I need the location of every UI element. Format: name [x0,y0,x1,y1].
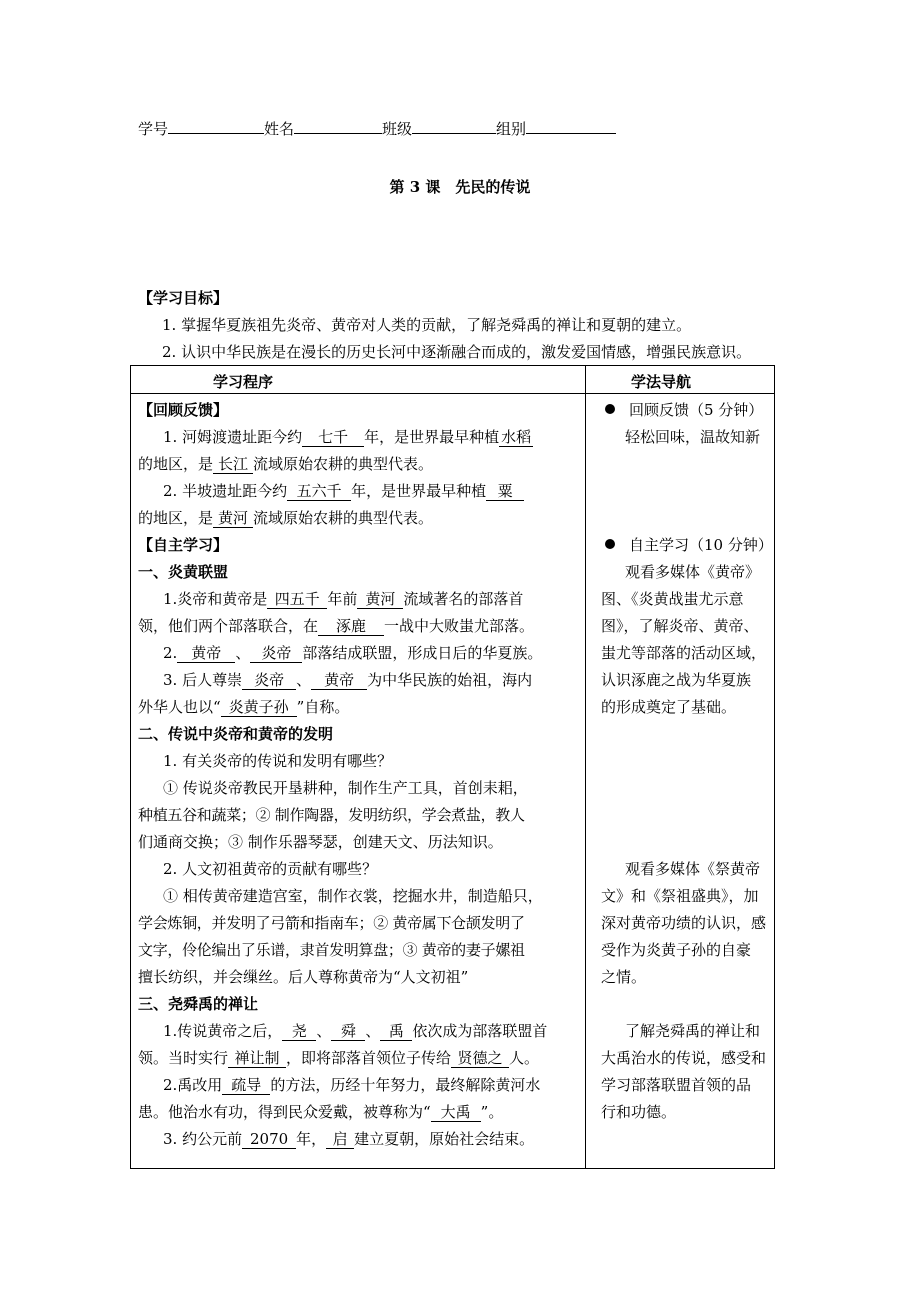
answer-blank: 黄河 [357,591,403,609]
guide-self-line: 图》，了解炎帝、黄帝、 [601,617,759,635]
guide-media-line: 观看多媒体《祭黄帝 [625,860,761,878]
s3-q1-line1: 1.传说黄帝之后， 尧 、 舜 、 禹 依次成为部落联盟首 [163,1022,548,1040]
guide-shanrang-line: 行和功德。 [601,1103,677,1121]
s1-q3-line2: 外华人也以“ 炎黄子孙 ”自称。 [138,698,350,716]
s1-q1-line2: 领，他们两个部落联合，在 涿鹿 一战中大败蚩尤部落。 [138,617,535,635]
s3-q1-line2: 领。当时实行 禅让制 ，即将部落首领位子传给 贤德之 人。 [138,1049,540,1067]
study-table [130,365,775,1169]
s3-q2-line1: 2.禹改用 疏导 的方法，历经十年努力，最终解除黄河水 [163,1076,541,1094]
header-divider [131,393,774,394]
answer-blank: 水稻 [501,428,532,446]
guide-shanrang-line: 大禹治水的传说，感受和 [601,1049,767,1067]
answer-blank: 禅让制 [228,1050,286,1068]
answer-blank: 黄帝 [177,645,235,663]
s2-q2: 2. 人文初祖黄帝的贡献有哪些？ [163,860,378,878]
answer-blank: 尧 [282,1023,316,1041]
review-q2-line1: 2. 半坡遗址距今约 五六千 年，是世界最早种植 粟 [163,483,524,501]
guide-media-line: 文》和《祭祖盛典》，加 [601,887,759,905]
group-blank[interactable] [526,118,616,134]
self-study-heading: 【自主学习】 [138,536,229,554]
section-title-yanhuang: 一、炎黄联盟 [138,563,229,581]
answer-blank: 禹 [380,1023,412,1041]
s2-a1-line: 种植五谷和蔬菜；② 制作陶器，发明纺织，学会煮盐，教人 [138,806,525,824]
guide-self-line: 图、《炎黄战蚩尤示意 [601,590,744,608]
guide-self-line: 认识涿鹿之战为华夏族 [601,671,752,689]
guide-self-line: 的形成奠定了基础。 [601,698,737,716]
section-title-inventions: 二、传说中炎帝和黄帝的发明 [138,725,334,743]
s1-q3-line1: 3. 后人尊崇 炎帝 、 黄帝 为中华民族的始祖，海内 [163,671,533,689]
answer-blank: 2070 [242,1131,296,1149]
s2-a1-line: ① 传说炎帝教民开垦耕种，制作生产工具，首创耒耜， [163,779,528,797]
answer-blank: 黄帝 [311,672,367,690]
guide-media-line: 之情。 [601,968,647,986]
answer-blank: 大禹 [431,1104,481,1122]
column-divider [585,366,586,1168]
review-q1-line1: 1. 河姆渡遗址距今约 七千 年，是世界最早种植 水稻 [163,428,532,446]
objective-item: 2. 认识中华民族是在漫长的历史长河中逐渐融合而成的，激发爱国情感，增强民族意识。 [162,343,752,361]
guide-review-text: 轻松回味，温故知新 [625,428,761,446]
s2-a2-line: 擅长纺织，并会缫丝。后人尊称黄帝为“人文初祖” [138,968,469,986]
guide-self-line: 观看多媒体《黄帝》 [625,563,761,581]
review-q1-line2: 的地区，是 长江 流域原始农耕的典型代表。 [138,455,434,473]
answer-blank: 炎帝 [242,672,296,690]
s2-a2-line: 文字，伶伦编出了乐谱，隶首发明算盘；③ 黄帝的妻子嫘祖 [138,941,525,959]
lesson-title: 第 3 课 先民的传说 [389,178,531,196]
name-blank[interactable] [294,118,382,134]
s2-a2-line: ① 相传黄帝建造宫室，制作衣裳，挖掘水井，制造船只， [163,887,543,905]
section-title-shanrang: 三、尧舜禹的禅让 [138,995,259,1013]
s3-q2-line2: 患。他治水有功，得到民众爱戴，被尊称为“ 大禹 ”。 [138,1103,504,1121]
guide-self-line: 蚩尤等部落的活动区域， [601,644,767,662]
objective-item: 1. 掌握华夏族祖先炎帝、黄帝对人类的贡献，了解尧舜禹的禅让和夏朝的建立。 [162,316,692,334]
answer-blank: 长江 [213,456,253,474]
answer-blank: 炎黄子孙 [221,699,297,717]
review-q2-line2: 的地区，是 黄河 流域原始农耕的典型代表。 [138,509,434,527]
study-guide-header: 学法导航 [631,373,692,391]
group-label: 组别 [496,120,527,138]
s2-a2-line: 学会炼铜，并发明了弓箭和指南车；② 黄帝属下仓颉发明了 [138,914,525,932]
answer-blank: 疏导 [222,1077,270,1095]
name-label: 姓名 [264,120,295,138]
bullet-icon [605,404,615,414]
s1-q2-line: 2. 黄帝 、 炎帝 部落结成联盟，形成日后的华夏族。 [163,644,543,662]
guide-media-line: 受作为炎黄子孙的自豪 [601,941,752,959]
guide-shanrang-line: 了解尧舜禹的禅让和 [625,1022,761,1040]
s2-a1-line: 们通商交换；③ 制作乐器琴瑟，创建天文、历法知识。 [138,833,503,851]
review-heading: 【回顾反馈】 [138,401,229,419]
s2-q1: 1. 有关炎帝的传说和发明有哪些？ [163,752,393,770]
answer-blank: 七千 [302,429,364,447]
student-id-label: 学号 [138,120,169,138]
guide-media-line: 深对黄帝功绩的认识，感 [601,914,767,932]
guide-self-title: 自主学习（10 分钟） [605,537,773,554]
s1-q1-line1: 1.炎帝和黄帝是 四五千 年前 黄河 流域著名的部落首 [163,590,524,608]
guide-shanrang-line: 学习部落联盟首领的品 [601,1076,752,1094]
answer-blank: 舜 [331,1023,365,1041]
answer-blank: 五六千 [287,483,351,501]
answer-blank: 四五千 [267,591,327,609]
student-info-line [138,118,616,139]
bullet-icon [605,539,615,549]
s3-q3-line: 3. 约公元前 2070 年， 启 建立夏朝，原始社会结束。 [163,1130,535,1148]
objectives-heading: 【学习目标】 [138,289,229,307]
answer-blank: 黄河 [213,510,253,528]
study-procedure-header: 学习程序 [213,373,274,391]
student-id-blank[interactable] [168,118,264,134]
answer-blank: 粟 [486,483,524,501]
class-blank[interactable] [412,118,496,134]
answer-blank: 贤德之 [451,1050,509,1068]
answer-blank: 启 [326,1131,354,1149]
answer-blank: 炎帝 [250,645,302,663]
answer-blank: 涿鹿 [318,618,384,636]
class-label: 班级 [382,120,413,138]
guide-review-title: 回顾反馈（5 分钟） [605,402,763,419]
